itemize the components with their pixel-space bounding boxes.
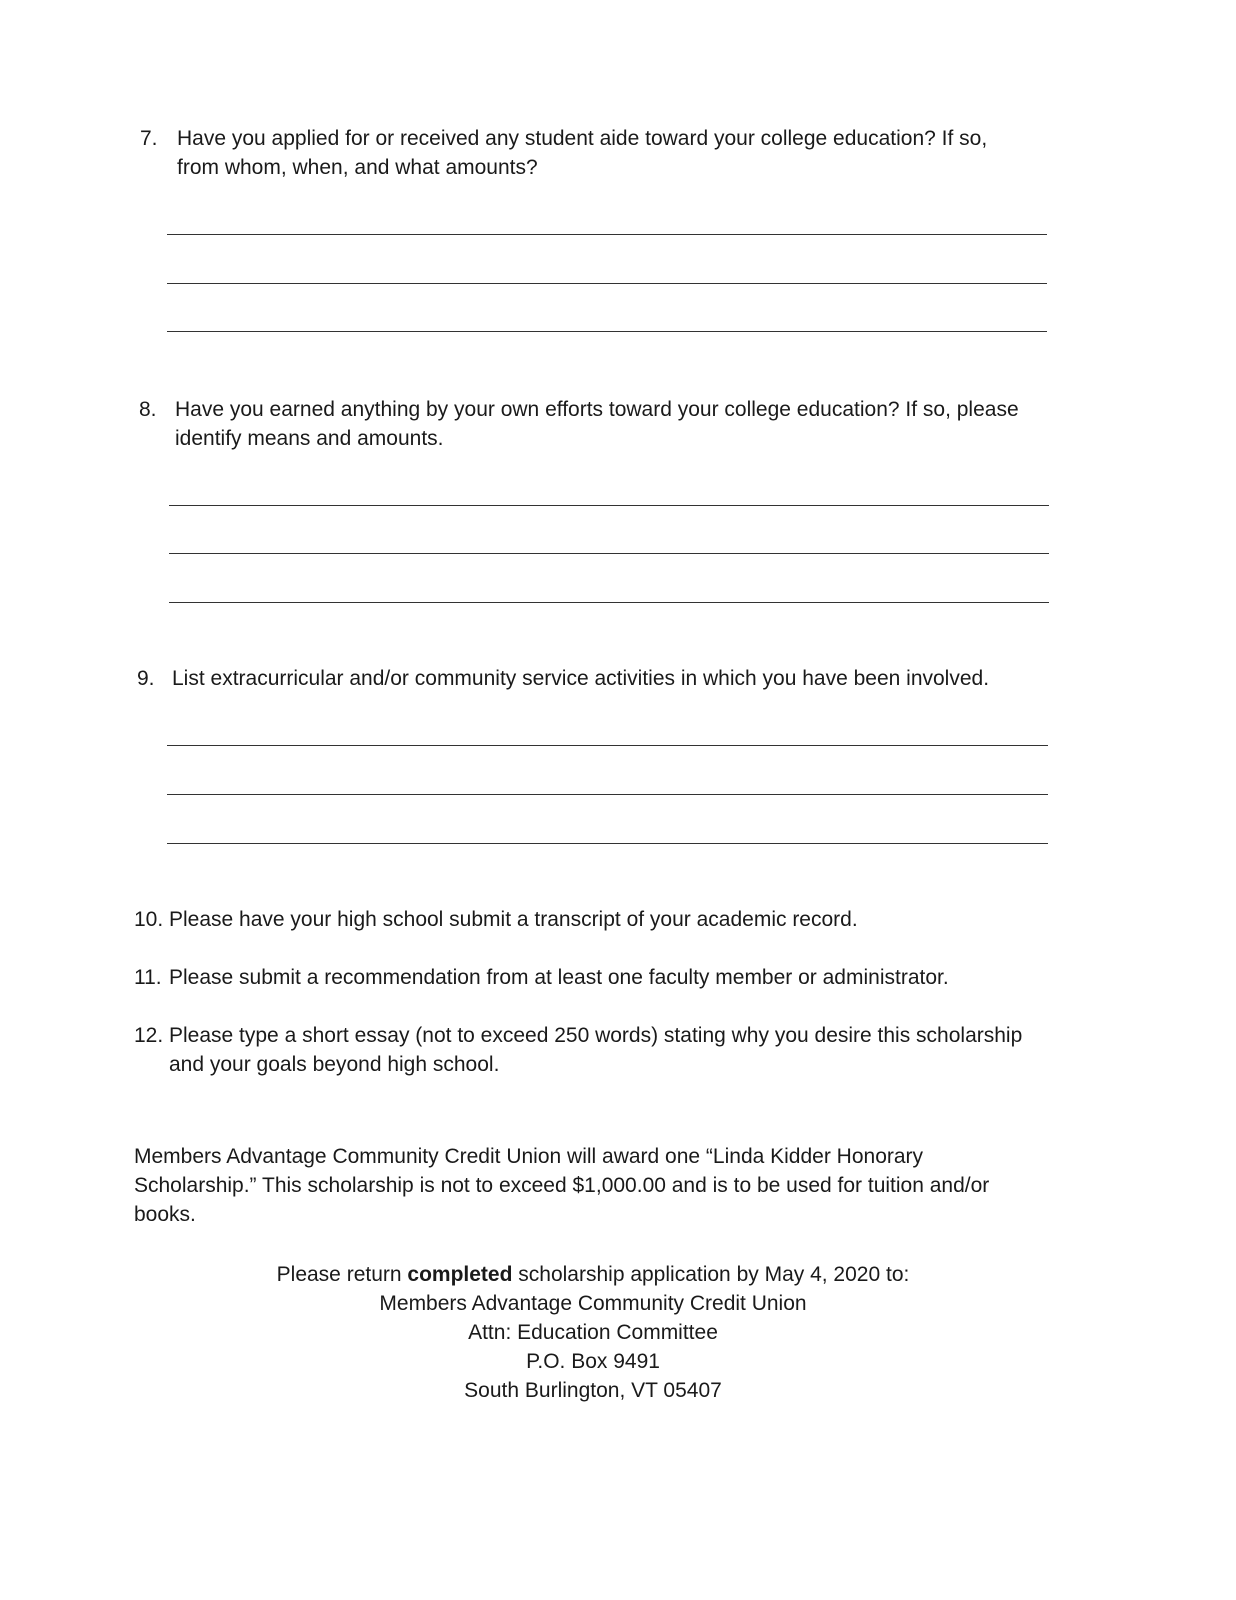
return-org-name: Members Advantage Community Credit Union	[379, 1292, 807, 1315]
answer-line[interactable]	[167, 843, 1048, 844]
question-text-line-1: Have you applied for or received any student aide toward your college education? If so,	[177, 127, 988, 150]
question-number: 9.	[137, 667, 155, 690]
return-po-box: P.O. Box 9491	[526, 1350, 660, 1373]
question-9	[137, 664, 1047, 693]
answer-line[interactable]	[169, 602, 1049, 603]
question-number: 11.	[134, 966, 162, 989]
return-intro-before: Please return	[276, 1263, 408, 1286]
answer-line[interactable]	[167, 794, 1048, 795]
question-8	[139, 395, 1069, 453]
question-number: 12.	[134, 1024, 164, 1047]
award-paragraph-line-3: books.	[134, 1203, 196, 1226]
answer-line[interactable]	[167, 331, 1047, 332]
question-text-line-1: Have you earned anything by your own efforts toward your college education? If so, please	[175, 398, 1019, 421]
question-number: 10.	[134, 908, 164, 931]
return-attn: Attn: Education Committee	[468, 1321, 718, 1344]
question-number: 8.	[139, 398, 157, 421]
question-text-line-2: from whom, when, and what amounts?	[177, 156, 538, 179]
question-text-line-1: Please have your high school submit a transcript of your academic record.	[169, 908, 858, 931]
question-7	[140, 124, 1040, 182]
question-10	[134, 905, 1034, 934]
award-paragraph-line-1: Members Advantage Community Credit Union will award one “Linda Kidder Honorary	[134, 1145, 924, 1168]
question-text-line-2: and your goals beyond high school.	[169, 1053, 500, 1076]
answer-line[interactable]	[167, 283, 1047, 284]
question-text-line-1: Please submit a recommendation from at least one faculty member or administrator.	[169, 966, 949, 989]
return-city-state-zip: South Burlington, VT 05407	[464, 1379, 722, 1402]
question-text-line-1: Please type a short essay (not to exceed 250 words) stating why you desire this scholarship	[169, 1024, 1023, 1047]
question-number: 7.	[140, 127, 158, 150]
question-11	[134, 963, 1034, 992]
answer-line[interactable]	[169, 553, 1049, 554]
return-address-block	[0, 1260, 1186, 1405]
answer-line[interactable]	[169, 505, 1049, 506]
answer-line[interactable]	[167, 745, 1048, 746]
award-paragraph-line-2: Scholarship.” This scholarship is not to exceed $1,000.00 and is to be used for tuition and/or	[134, 1174, 990, 1197]
return-instructions	[0, 1260, 1186, 1289]
return-intro-after: scholarship application by May 4, 2020 to:	[512, 1263, 910, 1286]
answer-line[interactable]	[167, 234, 1047, 235]
award-paragraph	[134, 1142, 1034, 1229]
question-text-line-1: List extracurricular and/or community service activities in which you have been involved.	[172, 667, 990, 690]
return-intro-bold: completed	[407, 1263, 513, 1286]
question-text-line-2: identify means and amounts.	[175, 427, 444, 450]
question-12	[134, 1021, 1074, 1079]
